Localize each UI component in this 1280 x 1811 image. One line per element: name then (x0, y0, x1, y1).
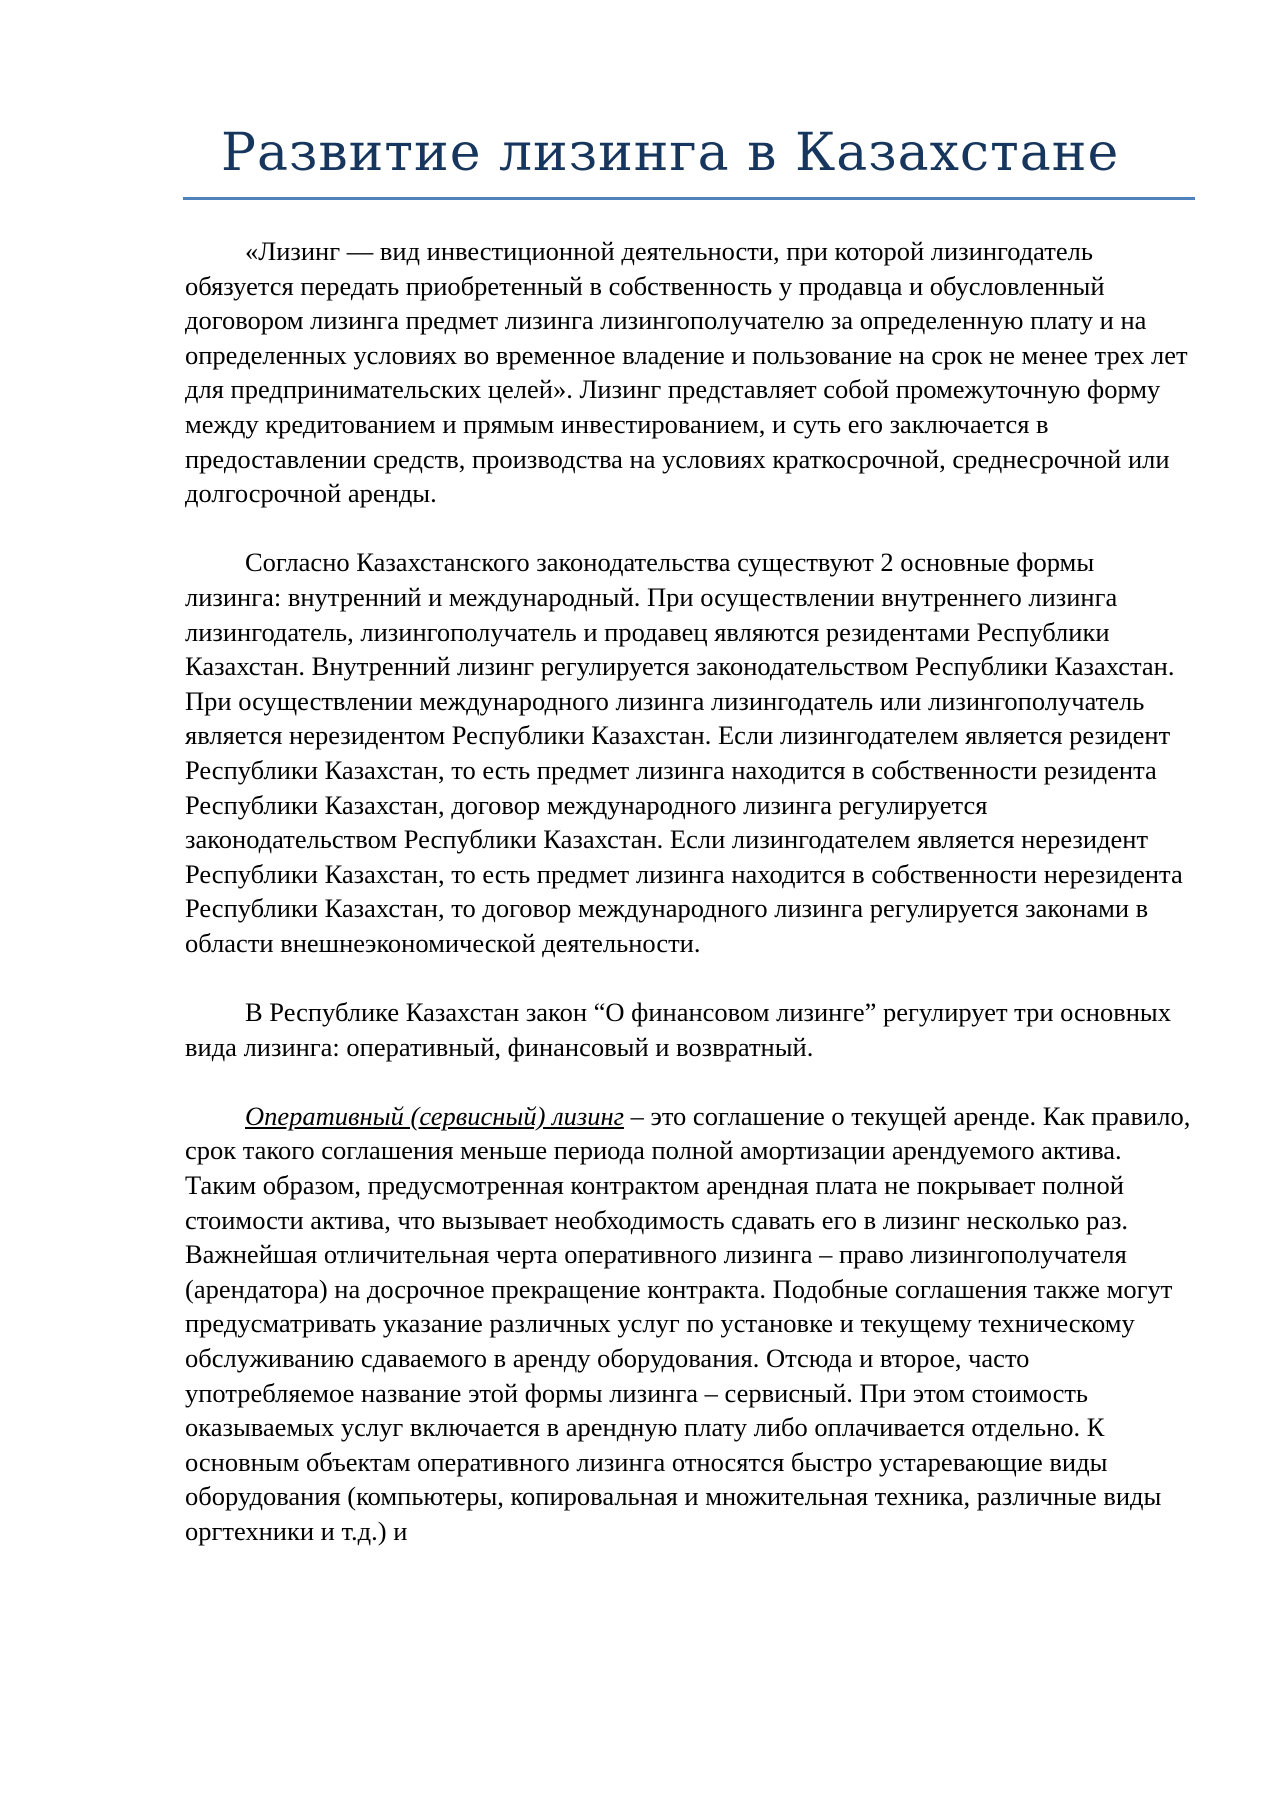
title-underline (183, 197, 1195, 200)
paragraph-leasing-law (185, 995, 1195, 1064)
paragraph-text: «Лизинг — вид инвестиционной деятельности, при которой лизингодатель обязуется передать приобретенный в собственность у продавца и обусловленный договором лизинга предмет лизинга лизингополучателю за определенную плату и на определенных условиях во временное владение и пользование на срок не менее трех лет для предпринимательских целей». Лизинг представляет собой промежуточную форму между кредитованием и прямым инвестированием, и суть его заключается в предоставлении средств, производства на условиях краткосрочной, среднесрочной или долгосрочной аренды. (185, 236, 1188, 509)
paragraph-text: В Республике Казахстан закон “О финансовом лизинге” регулирует три основных вида лизинга: оперативный, финансовый и возвратный. (185, 997, 1171, 1062)
paragraph-leasing-definition (185, 234, 1195, 511)
paragraph-text: Согласно Казахстанского законодательства существуют 2 основные формы лизинга: внутренний и международный. При осуществлении внутреннего лизинга лизингодатель, лизингополучатель и продавец являются резидентами Республики Казахстан. Внутренний лизинг регулируется законодательством Республики Казахстан. При осуществлении международного лизинга лизингодатель или лизингополучатель является нерезидентом Республики Казахстан. Если лизингодателем является резидент Республики Казахстан, то есть предмет лизинга находится в собственности резидента Республики Казахстан, договор международного лизинга регулируется законодательством Республики Казахстан. Если лизингодателем является нерезидент Республики Казахстан, то есть предмет лизинга находится в собственности нерезидента Республики Казахстан, то договор международного лизинга регулируется законами в области внешнеэкономической деятельности. (185, 547, 1183, 958)
title-block (183, 118, 1195, 200)
paragraph-text: – это соглашение о текущей аренде. Как правило, срок такого соглашения меньше периода полной амортизации арендуемого актива. Таким образом, предусмотренная контрактом арендная плата не покрывает полной стоимости актива, что вызывает необходимость сдавать его в лизинг несколько раз. Важнейшая отличительная черта оперативного лизинга – право лизингополучателя (арендатора) на досрочное прекращение контракта. Подобные соглашения также могут предусматривать указание различных услуг по установке и текущему техническому обслуживанию сдаваемого в аренду оборудования. Отсюда и второе, часто употребляемое название этой формы лизинга – сервисный. При этом стоимость оказываемых услуг включается в арендную плату либо оплачивается отдельно. К основным объектам оперативного лизинга относятся быстро устаревающие виды оборудования (компьютеры, копировальная и множительная техника, различные виды оргтехники и т.д.) и (185, 1100, 1191, 1546)
document-body (185, 234, 1195, 1583)
page-title: Развитие лизинга в Казахстане (221, 123, 1120, 183)
paragraph-operating-leasing (185, 1099, 1195, 1549)
paragraph-leasing-forms (185, 545, 1195, 960)
term-operating-leasing: Оперативный (сервисный) лизинг (245, 1100, 624, 1131)
